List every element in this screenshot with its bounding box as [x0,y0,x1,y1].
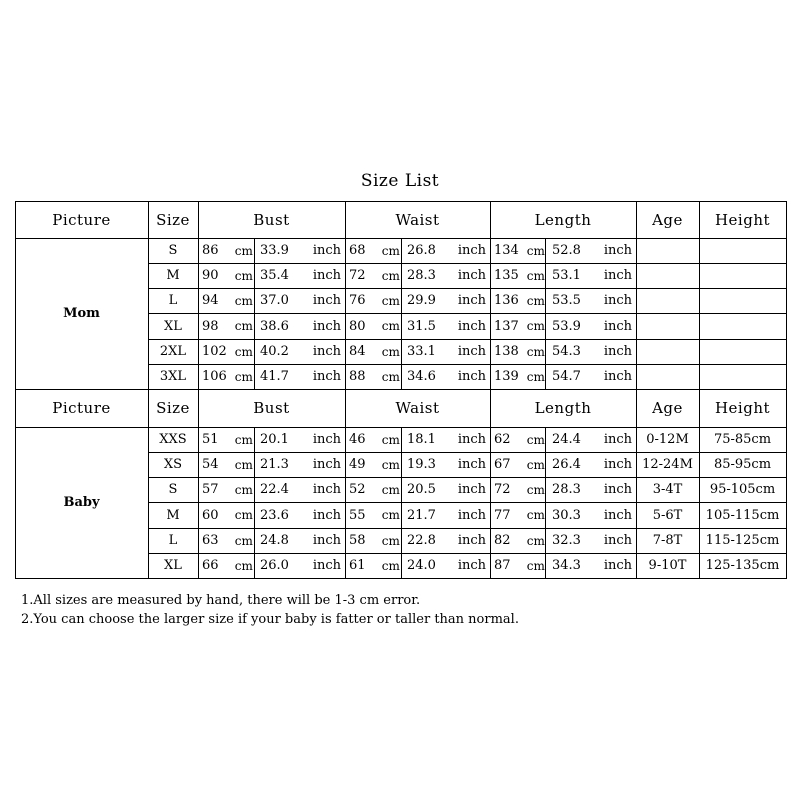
table-row [15,553,786,578]
waist-cell-cm-unit: cm [381,457,400,472]
waist-cell-inch-value: 29.9 [407,293,436,308]
bust-cell-inch-unit: inch [312,243,341,258]
size-cell: XXS [159,432,187,447]
waist-cell [345,288,490,313]
length-cell [490,553,636,578]
height-cell [699,238,786,263]
bust-cell [198,313,345,339]
bust-cell-cm-unit: cm [234,268,253,283]
bust-cell-cm-unit: cm [234,457,253,472]
length-cell-cm-value: 87 [494,558,511,573]
length-cell-cm-value: 139 [494,369,519,384]
table-row [15,263,786,288]
waist-cell-cm-value: 61 [349,558,366,573]
waist-cell-inch-unit: inch [457,507,486,523]
height-cell: 125-135cm [705,558,780,573]
length-cell-cm-unit: cm [526,369,545,384]
waist-cell-inch-unit: inch [457,293,486,308]
bust-cell-cm-value: 106 [202,369,227,384]
bust-cell-inch-value: 26.0 [260,558,289,573]
table-row [15,364,786,389]
waist-cell-cm-unit: cm [381,432,400,447]
table-row [15,477,786,502]
table-row [15,528,786,553]
waist-cell-inch-value: 34.6 [407,369,436,384]
length-cell [490,528,636,553]
length-cell [490,238,636,263]
bust-cell-inch-value: 23.6 [260,507,289,523]
table-row [15,339,786,364]
length-cell-cm-value: 77 [494,507,511,523]
waist-cell [345,339,490,364]
bust-cell-inch-unit: inch [312,344,341,359]
waist-cell [345,502,490,528]
waist-cell-inch-value: 28.3 [407,268,436,283]
table-row [15,427,786,452]
length-cell-inch-value: 54.7 [552,369,581,384]
length-cell-inch-unit: inch [603,457,632,472]
length-cell-inch-unit: inch [603,344,632,359]
length-cell-inch-unit: inch [603,432,632,447]
length-cell-inch-value: 53.9 [552,318,581,334]
size-cell: L [168,533,178,548]
age-cell: 9-10T [648,558,687,573]
length-cell [490,263,636,288]
bust-cell-inch-value: 37.0 [260,293,289,308]
waist-cell-inch-value: 21.7 [407,507,436,523]
height-cell [699,313,786,339]
bust-cell-inch-value: 21.3 [260,457,289,472]
age-cell: 5-6T [652,507,683,523]
waist-cell [345,238,490,263]
bust-cell-cm-value: 90 [202,268,219,283]
length-cell-inch-value: 34.3 [552,558,581,573]
bust-cell-cm-value: 54 [202,457,219,472]
height-cell [699,339,786,364]
page-title: Size List [360,171,440,191]
height-cell: 115-125cm [705,533,780,548]
bust-cell [198,528,345,553]
length-cell-inch-value: 32.3 [552,533,581,548]
waist-cell-inch-unit: inch [457,268,486,283]
length-cell-inch-value: 30.3 [552,507,581,523]
waist-cell-inch-value: 31.5 [407,318,436,334]
age-cell [636,263,699,288]
size-cell: L [168,293,178,308]
height-cell: 95-105cm [709,482,776,497]
age-cell: 3-4T [652,482,683,497]
length-cell-cm-unit: cm [526,319,545,333]
length-cell [490,288,636,313]
waist-cell [345,528,490,553]
bust-cell-inch-value: 33.9 [260,243,289,258]
baby-label: Baby [63,495,100,510]
size-cell: 3XL [159,369,187,384]
length-cell [490,339,636,364]
bust-cell-cm-value: 63 [202,533,219,548]
waist-cell-inch-value: 26.8 [407,243,436,258]
bust-cell-cm-unit: cm [234,533,253,548]
waist-cell-cm-value: 68 [349,243,366,258]
waist-cell-inch-unit: inch [457,482,486,497]
length-cell [490,502,636,528]
bust-cell-cm-value: 51 [202,432,219,447]
length-cell-inch-unit: inch [603,318,632,334]
bust-cell [198,427,345,452]
length-cell-inch-unit: inch [603,507,632,523]
header-height: Height [714,210,771,229]
waist-cell-cm-unit: cm [381,268,400,283]
length-cell-cm-value: 134 [494,243,519,258]
header-size: Size [156,399,190,417]
bust-cell-inch-unit: inch [312,432,341,447]
bust-cell-cm-value: 86 [202,243,219,258]
length-cell-cm-value: 67 [494,457,511,472]
length-cell-inch-value: 28.3 [552,482,581,497]
waist-cell-cm-unit: cm [381,558,400,573]
bust-cell-inch-value: 41.7 [260,369,289,384]
header-waist: Waist [395,210,440,229]
waist-cell-cm-unit: cm [381,508,400,522]
size-cell: S [168,243,178,258]
bust-cell [198,263,345,288]
waist-cell-inch-value: 22.8 [407,533,436,548]
length-cell-inch-value: 53.1 [552,268,581,283]
length-cell-cm-value: 135 [494,268,519,283]
header-height: Height [714,399,771,417]
length-cell-cm-value: 136 [494,293,519,308]
header-length: Length [534,399,592,417]
waist-cell-inch-unit: inch [457,318,486,334]
waist-cell-inch-value: 24.0 [407,558,436,573]
table-row [15,288,786,313]
bust-cell-cm-unit: cm [234,293,253,308]
height-cell: 75-85cm [713,432,772,447]
bust-cell [198,477,345,502]
table-row [15,502,786,528]
waist-cell-inch-unit: inch [457,533,486,548]
table-row [15,452,786,477]
length-cell-cm-unit: cm [526,482,545,497]
waist-cell-cm-value: 84 [349,344,366,359]
length-cell-inch-value: 24.4 [552,432,581,447]
waist-cell-inch-unit: inch [457,369,486,384]
note-2: 2.You can choose the larger size if your baby is fatter or taller than normal. [21,612,519,627]
length-cell-cm-unit: cm [526,432,545,447]
age-cell [636,238,699,263]
bust-cell [198,238,345,263]
header-age: Age [652,399,683,417]
waist-cell-cm-unit: cm [381,243,400,258]
note-1: 1.All sizes are measured by hand, there will be 1-3 cm error. [21,593,421,608]
waist-cell-inch-value: 18.1 [407,432,436,447]
waist-cell-cm-unit: cm [381,482,400,497]
length-cell [490,452,636,477]
bust-cell-inch-unit: inch [312,533,341,548]
header-picture: Picture [52,399,111,417]
height-cell: 85-95cm [713,457,772,472]
header-age: Age [652,210,683,229]
height-cell [699,263,786,288]
age-cell [636,364,699,389]
bust-cell-cm-unit: cm [234,243,253,258]
waist-cell [345,313,490,339]
bust-cell-inch-unit: inch [312,482,341,497]
waist-cell [345,427,490,452]
age-cell [636,313,699,339]
height-cell [699,364,786,389]
bust-cell-inch-unit: inch [312,268,341,283]
header-bust: Bust [253,399,290,417]
age-cell: 12-24M [642,457,693,472]
waist-cell-inch-unit: inch [457,558,486,573]
length-cell-inch-value: 54.3 [552,344,581,359]
bust-cell [198,339,345,364]
length-cell-inch-unit: inch [603,533,632,548]
bust-cell-inch-value: 24.8 [260,533,289,548]
size-cell: XS [163,457,183,472]
bust-cell-cm-value: 102 [202,344,227,359]
age-cell [636,339,699,364]
length-cell [490,364,636,389]
length-cell-inch-unit: inch [603,243,632,258]
length-cell-cm-unit: cm [526,344,545,359]
waist-cell [345,477,490,502]
bust-cell-inch-unit: inch [312,318,341,334]
header-bust: Bust [253,210,290,229]
waist-cell-cm-value: 46 [349,432,366,447]
waist-cell-cm-value: 55 [349,507,366,523]
bust-cell-inch-unit: inch [312,369,341,384]
bust-cell-cm-value: 94 [202,293,219,308]
waist-cell-cm-value: 58 [349,533,366,548]
waist-cell-cm-value: 72 [349,268,366,283]
length-cell-cm-unit: cm [526,457,545,472]
size-cell: XL [164,558,182,573]
table-row [15,238,786,263]
bust-cell-inch-value: 35.4 [260,268,289,283]
bust-cell-cm-value: 66 [202,558,219,573]
waist-cell [345,364,490,389]
bust-cell-inch-value: 22.4 [260,482,289,497]
bust-cell-cm-unit: cm [234,344,253,359]
length-cell-inch-value: 26.4 [552,457,581,472]
length-cell-cm-value: 138 [494,344,519,359]
waist-cell-cm-unit: cm [381,344,400,359]
waist-cell-cm-value: 49 [349,457,366,472]
waist-cell-inch-value: 19.3 [407,457,436,472]
bust-cell [198,364,345,389]
waist-cell-cm-value: 80 [349,318,366,334]
bust-cell-inch-value: 20.1 [260,432,289,447]
waist-cell-inch-value: 33.1 [407,344,436,359]
header-length: Length [534,210,592,229]
header-size: Size [156,210,190,229]
bust-cell-cm-value: 57 [202,482,219,497]
table-row [15,313,786,339]
length-cell-cm-value: 62 [494,432,511,447]
height-cell [699,288,786,313]
waist-cell-cm-unit: cm [381,369,400,384]
notes [21,591,519,629]
bust-cell [198,452,345,477]
length-cell-cm-value: 82 [494,533,511,548]
size-cell: S [168,482,178,497]
length-cell-cm-value: 72 [494,482,511,497]
bust-cell-inch-unit: inch [312,293,341,308]
length-cell-cm-unit: cm [526,508,545,522]
length-cell-cm-unit: cm [526,268,545,283]
bust-cell [198,288,345,313]
waist-cell-inch-unit: inch [457,432,486,447]
mom-label: Mom [63,306,100,321]
header-picture: Picture [52,210,111,229]
waist-cell-cm-unit: cm [381,533,400,548]
waist-cell-inch-unit: inch [457,344,486,359]
length-cell-cm-value: 137 [494,318,519,334]
bust-cell-inch-unit: inch [312,507,341,523]
height-cell: 105-115cm [705,507,780,523]
bust-cell-cm-unit: cm [234,558,253,573]
length-cell-cm-unit: cm [526,558,545,573]
bust-cell-cm-value: 98 [202,318,219,334]
bust-cell-inch-value: 40.2 [260,344,289,359]
bust-cell-cm-unit: cm [234,319,253,333]
length-cell [490,477,636,502]
bust-cell [198,502,345,528]
length-cell-inch-unit: inch [603,482,632,497]
length-cell-inch-unit: inch [603,558,632,573]
baby-header-row [15,389,786,427]
length-cell [490,427,636,452]
length-cell-cm-unit: cm [526,243,545,258]
waist-cell-cm-unit: cm [381,293,400,308]
length-cell-inch-unit: inch [603,369,632,384]
length-cell [490,313,636,339]
waist-cell-cm-value: 76 [349,293,366,308]
bust-cell-cm-value: 60 [202,507,219,523]
waist-cell-inch-unit: inch [457,243,486,258]
waist-cell-inch-unit: inch [457,457,486,472]
bust-cell-cm-unit: cm [234,369,253,384]
age-cell: 0-12M [646,432,689,447]
size-cell: M [166,507,180,523]
length-cell-cm-unit: cm [526,533,545,548]
waist-cell [345,263,490,288]
size-cell: 2XL [159,344,187,359]
header-waist: Waist [395,399,440,417]
bust-cell [198,553,345,578]
bust-cell-inch-value: 38.6 [260,318,289,334]
waist-cell-cm-value: 88 [349,369,366,384]
bust-cell-inch-unit: inch [312,558,341,573]
size-cell: XL [164,318,182,334]
age-cell: 7-8T [652,533,683,548]
bust-cell-cm-unit: cm [234,482,253,497]
waist-cell [345,452,490,477]
mom-header-row [15,201,786,238]
length-cell-inch-value: 53.5 [552,293,581,308]
bust-cell-cm-unit: cm [234,508,253,522]
waist-cell-cm-value: 52 [349,482,366,497]
size-cell: M [166,268,180,283]
length-cell-cm-unit: cm [526,293,545,308]
length-cell-inch-unit: inch [603,293,632,308]
bust-cell-inch-unit: inch [312,457,341,472]
waist-cell-inch-value: 20.5 [407,482,436,497]
waist-cell [345,553,490,578]
bust-cell-cm-unit: cm [234,432,253,447]
length-cell-inch-value: 52.8 [552,243,581,258]
age-cell [636,288,699,313]
length-cell-inch-unit: inch [603,268,632,283]
waist-cell-cm-unit: cm [381,319,400,333]
